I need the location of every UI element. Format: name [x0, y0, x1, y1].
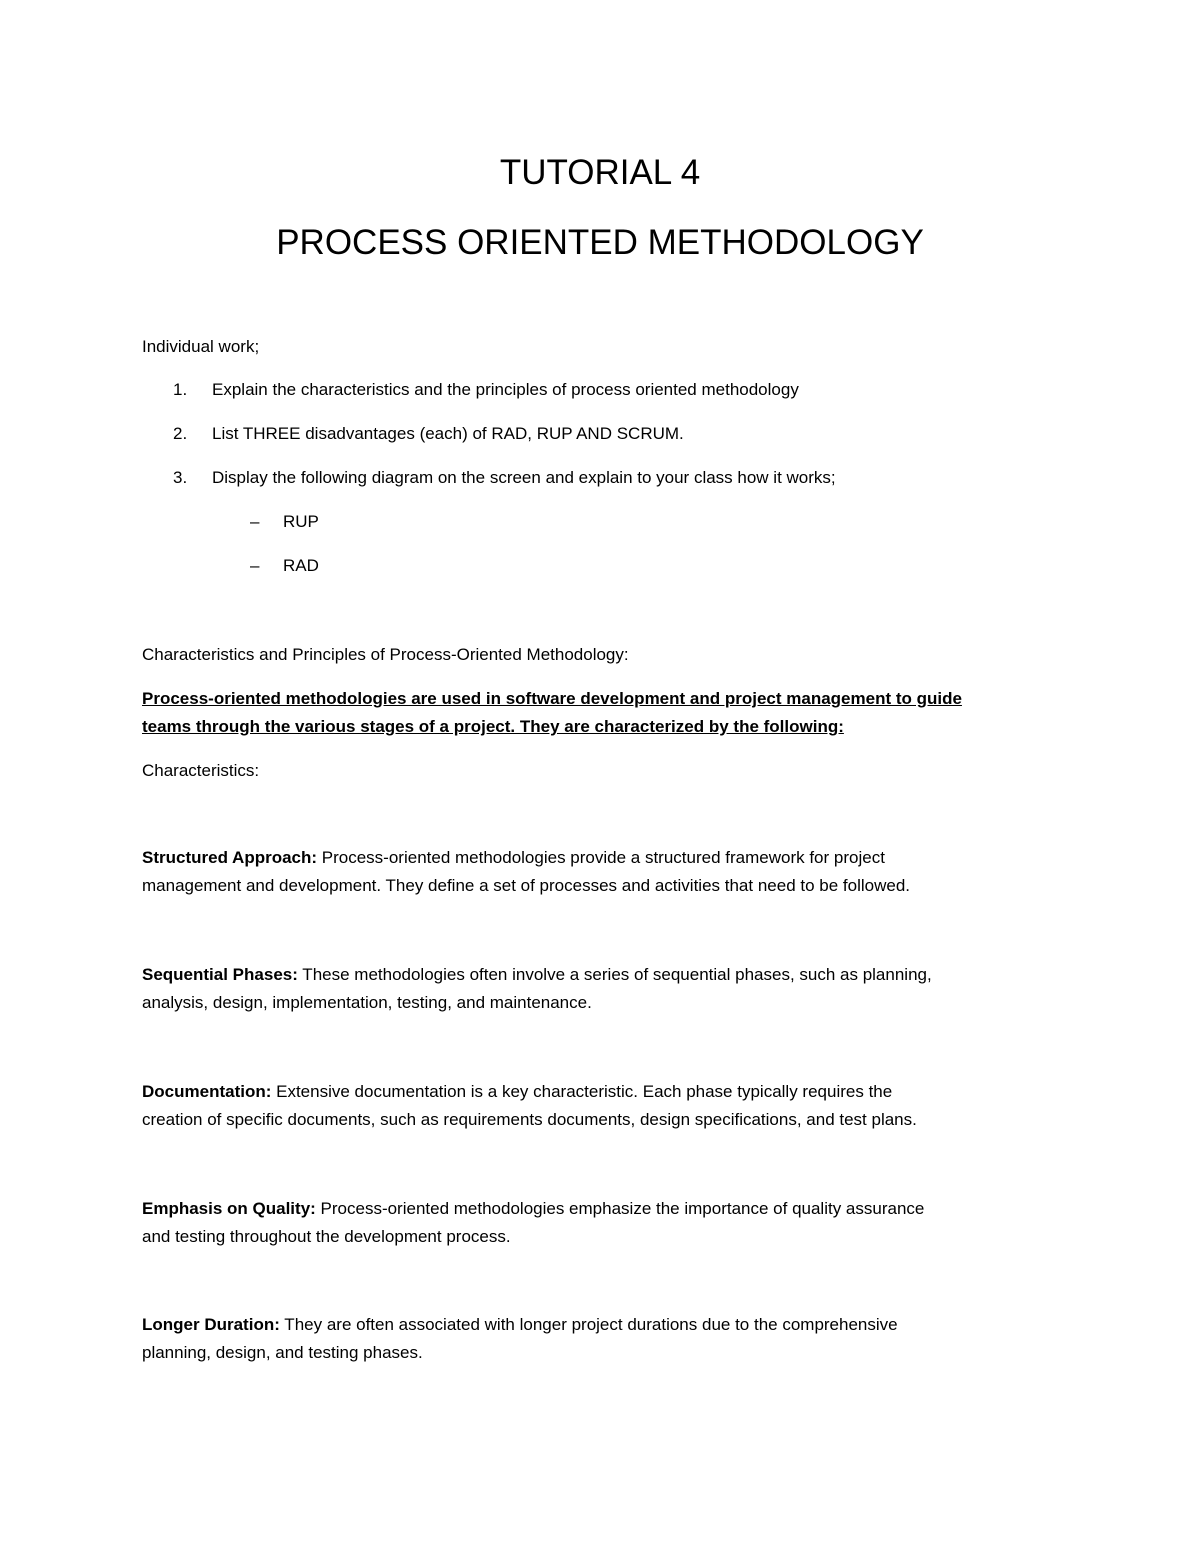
task-text: Display the following diagram on the screen and explain to your class how it works; [212, 468, 836, 487]
subitem-dash: – [250, 556, 260, 575]
emphasis-line: teams through the various stages of a project. They are characterized by the following: [142, 717, 844, 736]
characteristic-term: Sequential Phases: [142, 965, 298, 984]
characteristic-term: Documentation: [142, 1082, 272, 1101]
characteristic-text: creation of specific documents, such as requirements documents, design specifications, and test plans. [142, 1110, 917, 1129]
section-heading: Characteristics and Principles of Process-Oriented Methodology: [142, 645, 629, 664]
characteristic-paragraph [142, 844, 1062, 900]
task-text: List THREE disadvantages (each) of RAD, RUP AND SCRUM. [212, 424, 684, 443]
characteristic-text: Process-oriented methodologies emphasize the importance of quality assurance [315, 1199, 925, 1218]
characteristic-text: Process-oriented methodologies provide a structured framework for project [317, 848, 885, 867]
characteristic-term: Emphasis on Quality: [142, 1199, 316, 1218]
characteristic-paragraph [142, 1078, 1062, 1134]
subitem-text: RUP [283, 512, 319, 531]
task-number: 1. [173, 380, 188, 399]
characteristic-term: Longer Duration: [142, 1315, 280, 1334]
characteristic-text: analysis, design, implementation, testing, and maintenance. [142, 993, 592, 1012]
characteristics-label: Characteristics: [142, 761, 260, 780]
characteristic-paragraph [142, 1311, 1062, 1367]
characteristic-term: Structured Approach: [142, 848, 318, 867]
characteristic-paragraph [142, 1195, 1062, 1251]
characteristic-text: planning, design, and testing phases. [142, 1343, 423, 1362]
task-number: 3. [173, 468, 188, 487]
subitem-dash: – [250, 512, 260, 531]
characteristic-text: They are often associated with longer project durations due to the comprehensive [279, 1315, 898, 1334]
characteristic-text: Extensive documentation is a key characteristic. Each phase typically requires the [271, 1082, 893, 1101]
characteristic-text: These methodologies often involve a series of sequential phases, such as planning, [297, 965, 932, 984]
subitem-text: RAD [283, 556, 319, 575]
characteristic-paragraph [142, 961, 1062, 1017]
document-subtitle: PROCESS ORIENTED METHODOLOGY [276, 223, 924, 262]
task-number: 2. [173, 424, 188, 443]
task-text: Explain the characteristics and the principles of process oriented methodology [212, 380, 799, 399]
characteristic-text: management and development. They define a set of processes and activities that need to be followed. [142, 876, 911, 895]
emphasis-line: Process-oriented methodologies are used in software development and project management to guide [142, 689, 962, 708]
characteristic-text: and testing throughout the development process. [142, 1227, 511, 1246]
document-title: TUTORIAL 4 [499, 153, 701, 192]
intro-text: Individual work; [142, 337, 260, 356]
